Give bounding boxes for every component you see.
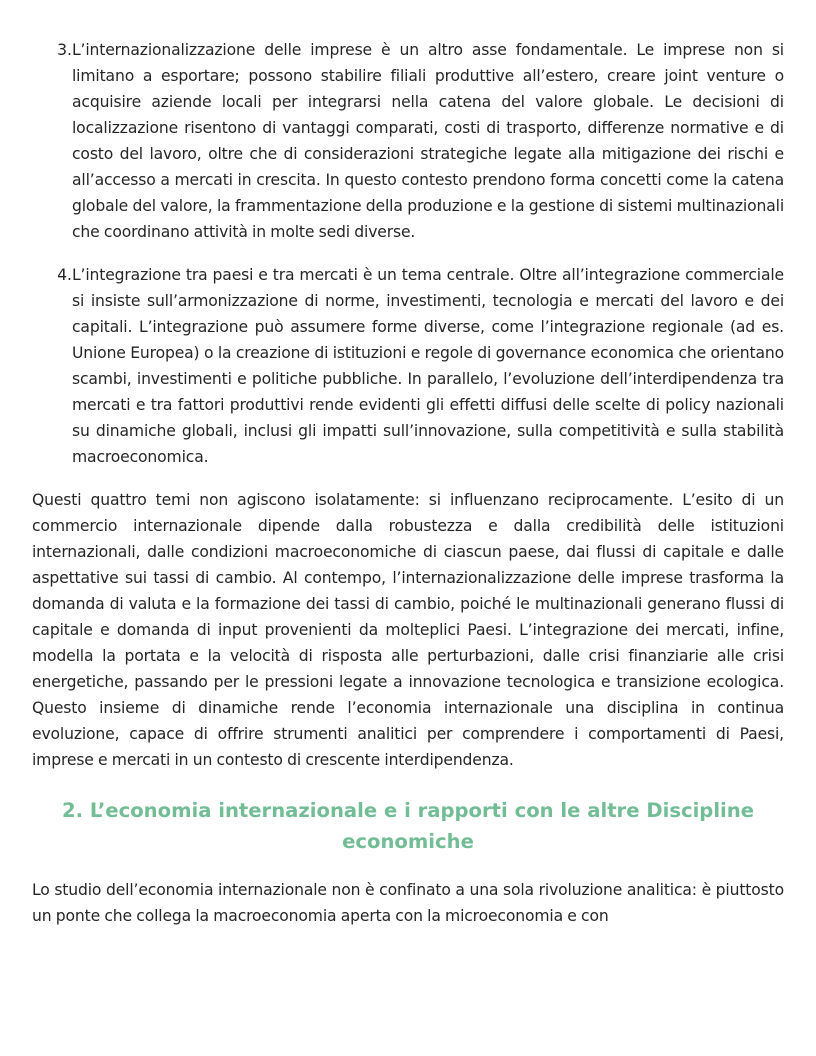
list-marker: 3. (57, 41, 72, 59)
summary-paragraph: Questi quattro temi non agiscono isolatamente: si influenzano reciprocamente. L’esito di un commercio internazionale dipende dalla robustezza e dalla credibilità delle istituzioni internazionali, dalle condizioni macroeconomiche di ciascun paese, dai flussi di capitale e dalle aspettative sui tassi di cambio. Al contempo, l’internazionalizzazione delle imprese trasforma la domanda di valuta e la formazione dei tassi di cambio, poiché le multinazionali generano flussi di capitale e domanda di input provenienti da molteplici Paesi. L’integrazione dei mercati, infine, modella la portata e la velocità di risposta alle perturbazioni, dalle crisi finanziarie alle crisi energetiche, passando per le pressioni legate a innovazione tecnologica e transizione ecologica. Questo insieme di dinamiche rende l’economia internazionale una disciplina in continua evoluzione, capace di offrire strumenti analitici per comprendere i comportamenti di Paesi, imprese e mercati in un contesto di crescente interdipendenza. (32, 491, 784, 769)
list-item-text: L’integrazione tra paesi e tra mercati è un tema centrale. Oltre all’integrazione commerciale si insiste sull’armonizzazione di norme, investimenti, tecnologia e mercati del lavoro e dei capitali. L’integrazione può assumere forme diverse, come l’integrazione regionale (ad es. Unione Europea) o la creazione di istituzioni e regole di governance economica che orientano scambi, investimenti e politiche pubbliche. In parallelo, l’evoluzione dell’interdipendenza tra mercati e tra fattori produttivi rende evidenti gli effetti diffusi delle scelte di policy nazionali su dinamiche globali, inclusi gli impatti sull’innovazione, sulla competitività e sulla stabilità macroeconomica. (72, 266, 784, 466)
list-marker: 4. (57, 266, 72, 284)
list-item (32, 37, 784, 245)
intro-paragraph: Lo studio dell’economia internazionale non è confinato a una sola rivoluzione analitica: è piuttosto un ponte che collega la macroeconomia aperta con la microeconomia e con (32, 881, 784, 925)
section-heading: 2. L’economia internazionale e i rapporti con le altre Discipline economiche (61, 799, 755, 853)
document-page (32, 37, 784, 929)
list-item-text: L’internazionalizzazione delle imprese è un altro asse fondamentale. Le imprese non si limitano a esportare; possono stabilire filiali produttive all’estero, creare joint venture o acquisire aziende locali per integrarsi nella catena del valore globale. Le decisioni di localizzazione risentono di vantaggi comparati, costi di trasporto, differenze normative e di costo del lavoro, oltre che di considerazioni strategiche legate alla mitigazione dei rischi e all’accesso a mercati in crescita. In questo contesto prendono forma concetti come la catena globale del valore, la frammentazione della produzione e la gestione di sistemi multinazionali che coordinano attività in molte sedi diverse. (72, 41, 784, 241)
numbered-list (32, 37, 784, 470)
list-item (32, 262, 784, 470)
